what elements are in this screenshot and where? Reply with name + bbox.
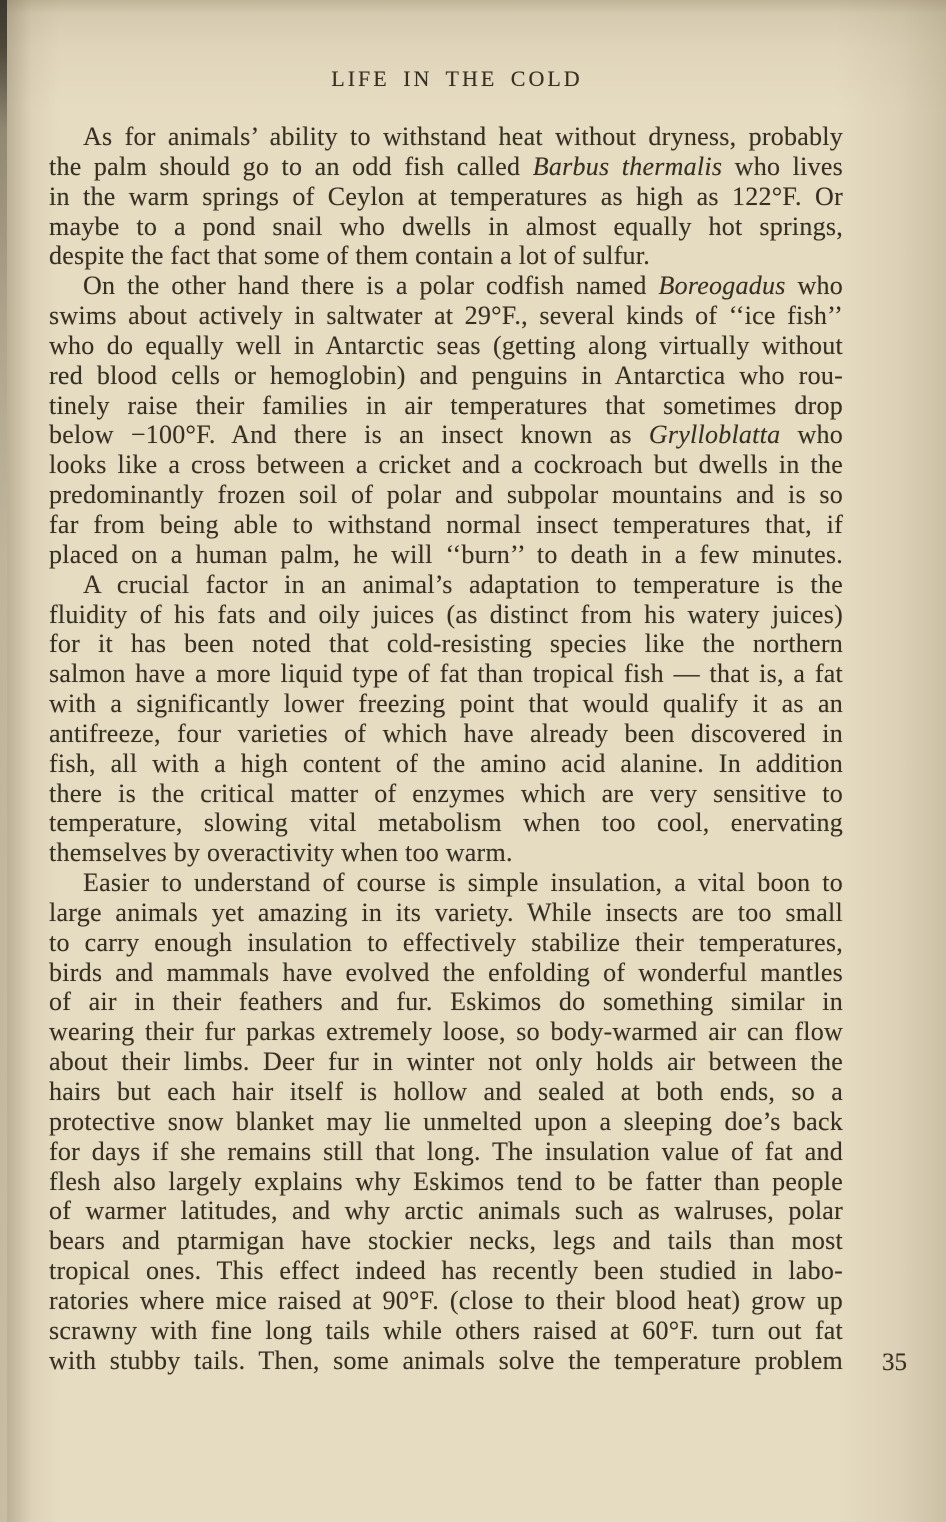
text-segment: Easier to understand of course is simple insulation, a vital boon to — [83, 868, 843, 898]
text-segment: bears and ptarmigan have stockier necks, legs and tails than most — [49, 1226, 843, 1256]
text-line — [49, 271, 843, 301]
body-text — [49, 122, 843, 1375]
text-segment: far from being able to withstand normal insect temperatures that, if — [49, 509, 843, 539]
text-segment: who do equally well in Antarctic seas (getting along virtually without — [49, 330, 843, 360]
text-line — [49, 1137, 843, 1167]
text-segment: of warmer latitudes, and why arctic animals such as walruses, polar — [49, 1196, 843, 1226]
text-segment: with stubby tails. Then, some animals solve the temperature problem — [49, 1345, 843, 1375]
species-name-italic: Grylloblatta — [648, 420, 781, 450]
text-line — [49, 1286, 843, 1316]
text-line — [49, 1316, 843, 1346]
text-segment: despite the fact that some of them contain a lot of sulfur. — [49, 241, 651, 271]
text-segment: hairs but each hair itself is hollow and sealed at both ends, so a — [49, 1077, 843, 1106]
text-line — [49, 301, 843, 331]
text-line — [49, 958, 843, 988]
text-segment: swims about actively in saltwater at 29°F., several kinds of ‘‘ice fish’’ — [49, 301, 843, 331]
text-line — [49, 898, 843, 928]
text-segment: fish, all with a high content of the amino acid alanine. In addition — [49, 748, 843, 778]
text-line — [49, 1047, 843, 1077]
text-line — [49, 510, 843, 540]
text-segment: antifreeze, four varieties of which have already been discovered in — [49, 718, 843, 748]
text-line — [49, 122, 843, 152]
text-segment: On the other hand there is a polar codfish named — [83, 271, 659, 301]
text-line — [49, 779, 843, 809]
text-segment: flesh also largely explains why Eskimos tend to be fatter than people — [49, 1166, 843, 1196]
text-segment: fluidity of his fats and oily juices (as distinct from his watery juices) — [49, 599, 843, 629]
text-line — [49, 808, 843, 838]
text-segment: ratories where mice raised at 90°F. (close to their blood heat) grow up — [49, 1285, 843, 1315]
text-line — [49, 987, 843, 1017]
text-segment: who lives — [722, 151, 843, 181]
text-line — [49, 480, 843, 510]
text-line — [49, 600, 843, 630]
text-segment: placed on a human palm, he will ‘‘burn’’ to death in a few minutes. — [49, 539, 843, 569]
text-line — [49, 1107, 843, 1137]
text-segment: large animals yet amazing in its variety. While insects are too small — [49, 897, 843, 927]
text-segment: with a significantly lower freezing point that would qualify it as an — [49, 689, 843, 719]
species-name-italic: Boreogadus — [658, 271, 786, 301]
text-segment: temperature, slowing vital metabolism when too cool, enervating — [49, 808, 843, 838]
text-segment: about their limbs. Deer fur in winter not only holds air between the — [49, 1047, 843, 1077]
text-line — [49, 1346, 843, 1376]
text-segment: red blood cells or hemoglobin) and penguins in Antarctica who rou- — [49, 360, 843, 390]
text-line — [49, 212, 843, 242]
text-line — [49, 391, 843, 421]
text-segment: salmon have a more liquid type of fat than tropical fish — that is, a fat — [49, 659, 843, 689]
text-segment: As for animals’ ability to withstand heat without dryness, probably — [83, 122, 843, 151]
text-segment: tropical ones. This effect indeed has recently been studied in labo- — [49, 1256, 843, 1286]
text-line — [49, 152, 843, 182]
text-line — [49, 1167, 843, 1197]
running-header: LIFE IN THE COLD — [331, 66, 583, 91]
text-line — [49, 241, 843, 271]
text-line — [49, 659, 843, 689]
text-line — [49, 450, 843, 480]
text-line — [49, 1196, 843, 1226]
text-segment: A crucial factor in an animal’s adaptation to temperature is the — [83, 569, 843, 599]
text-segment: in the warm springs of Ceylon at temperatures as high as 122°F. Or — [49, 181, 843, 211]
text-segment: scrawny with fine long tails while others raised at 60°F. turn out fat — [49, 1315, 843, 1345]
text-segment: looks like a cross between a cricket and a cockroach but dwells in the — [49, 450, 843, 480]
text-line — [49, 868, 843, 898]
book-spine-edge-shadow — [0, 0, 7, 1522]
text-line — [49, 420, 843, 450]
text-segment: of air in their feathers and fur. Eskimos do something similar in — [49, 987, 843, 1017]
text-segment: for it has been noted that cold-resisting species like the northern — [49, 629, 843, 659]
text-segment: wearing their fur parkas extremely loose, so body-warmed air can flow — [49, 1017, 843, 1047]
text-line — [49, 182, 843, 212]
text-segment: themselves by overactivity when too warm. — [49, 838, 513, 868]
text-line — [49, 1017, 843, 1047]
text-line — [49, 540, 843, 570]
text-segment: for days if she remains still that long. The insulation value of fat and — [49, 1136, 843, 1166]
text-segment: who — [780, 420, 843, 450]
text-line — [49, 629, 843, 659]
text-segment: the palm should go to an odd fish called — [49, 151, 533, 181]
text-line — [49, 719, 843, 749]
text-segment: predominantly frozen soil of polar and subpolar mountains and is so — [49, 480, 843, 510]
text-line — [49, 928, 843, 958]
text-segment: who — [785, 271, 843, 301]
text-segment: to carry enough insulation to effectively stabilize their temperatures, — [49, 927, 843, 957]
text-line — [49, 361, 843, 391]
text-line — [49, 749, 843, 779]
text-line — [49, 1077, 843, 1107]
page-number: 35 — [882, 1349, 907, 1376]
text-segment: below −100°F. And there is an insect known as — [49, 420, 649, 450]
text-segment: there is the critical matter of enzymes which are very sensitive to — [49, 778, 843, 808]
text-line — [49, 570, 843, 600]
species-name-italic: Barbus thermalis — [532, 151, 723, 181]
text-line — [49, 838, 843, 868]
text-line — [49, 1226, 843, 1256]
text-segment: birds and mammals have evolved the enfolding of wonderful mantles — [49, 957, 843, 987]
text-line — [49, 1256, 843, 1286]
text-line — [49, 331, 843, 361]
text-segment: protective snow blanket may lie unmelted upon a sleeping doe’s back — [49, 1106, 843, 1136]
page-curve-shadow — [7, 0, 31, 1522]
text-segment: tinely raise their families in air temperatures that sometimes drop — [49, 390, 843, 420]
text-line — [49, 689, 843, 719]
text-segment: maybe to a pond snail who dwells in almost equally hot springs, — [49, 211, 843, 241]
